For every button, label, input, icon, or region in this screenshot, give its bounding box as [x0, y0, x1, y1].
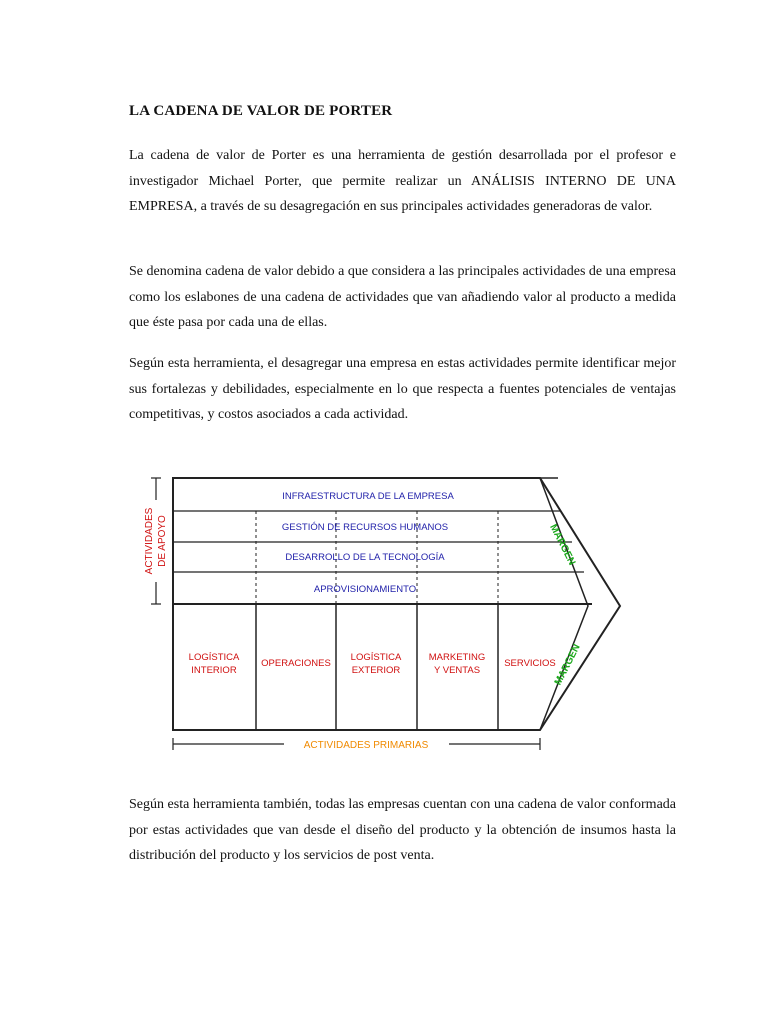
primary-activity-marketing-l2: Y VENTAS	[433, 665, 481, 676]
primary-activity-services: SERVICIOS	[504, 658, 556, 669]
support-label-line2: DE APOYO	[157, 515, 168, 567]
primary-activity-inbound-l1: LOGÍSTICA	[188, 652, 240, 663]
primary-activity-outbound-l1: LOGÍSTICA	[350, 652, 402, 663]
support-activity-technology: DESARROLLO DE LA TECNOLOGÍA	[285, 552, 445, 563]
primary-activity-marketing-l1: MARKETING	[428, 652, 486, 663]
page-title: LA CADENA DE VALOR DE PORTER	[129, 103, 393, 119]
value-chain-diagram	[140, 468, 630, 758]
margin-label-top: MARGEN	[547, 522, 578, 568]
paragraph-conclusion: Según esta herramienta también, todas las empresas cuentan con una cadena de valor conformada por estas actividades que van desde el diseño del producto y la obtención de insumos hasta la distribución del producto y los servicios de post venta.	[129, 797, 676, 863]
support-activity-procurement: APROVISIONAMIENTO	[313, 584, 417, 595]
paragraph-benefits: Según esta herramienta, el desagregar una empresa en estas actividades permite identificar mejor sus fortalezas y debilidades, especialmente en lo que respecta a fuentes potenciales de ventajas competitivas, y costos asociados a cada actividad.	[129, 356, 676, 422]
support-label-line1: ACTIVIDADES	[144, 507, 155, 575]
support-activity-infrastructure: INFRAESTRUCTURA DE LA EMPRESA	[282, 491, 454, 502]
support-activity-hr: GESTIÓN DE RECURSOS HUMANOS	[281, 522, 449, 533]
paragraph-definition: Se denomina cadena de valor debido a que considera a las principales actividades de una empresa como los eslabones de una cadena de actividades que van añadiendo valor al producto a medida que éste pasa por cada una de ellas.	[129, 264, 676, 330]
primary-activity-inbound-l2: INTERIOR	[191, 665, 237, 676]
primary-label: ACTIVIDADES PRIMARIAS	[303, 740, 429, 751]
primary-activity-outbound-l2: EXTERIOR	[351, 665, 401, 676]
margin-label-bottom: MARGEN	[552, 642, 583, 688]
paragraph-intro: La cadena de valor de Porter es una herramienta de gestión desarrollada por el profesor e investigador Michael Porter, que permite realizar un ANÁLISIS INTERNO DE UNA EMPRESA, a través de su desagregación en sus principales actividades generadoras de valor.	[129, 148, 676, 214]
primary-activity-operations: OPERACIONES	[261, 658, 331, 669]
